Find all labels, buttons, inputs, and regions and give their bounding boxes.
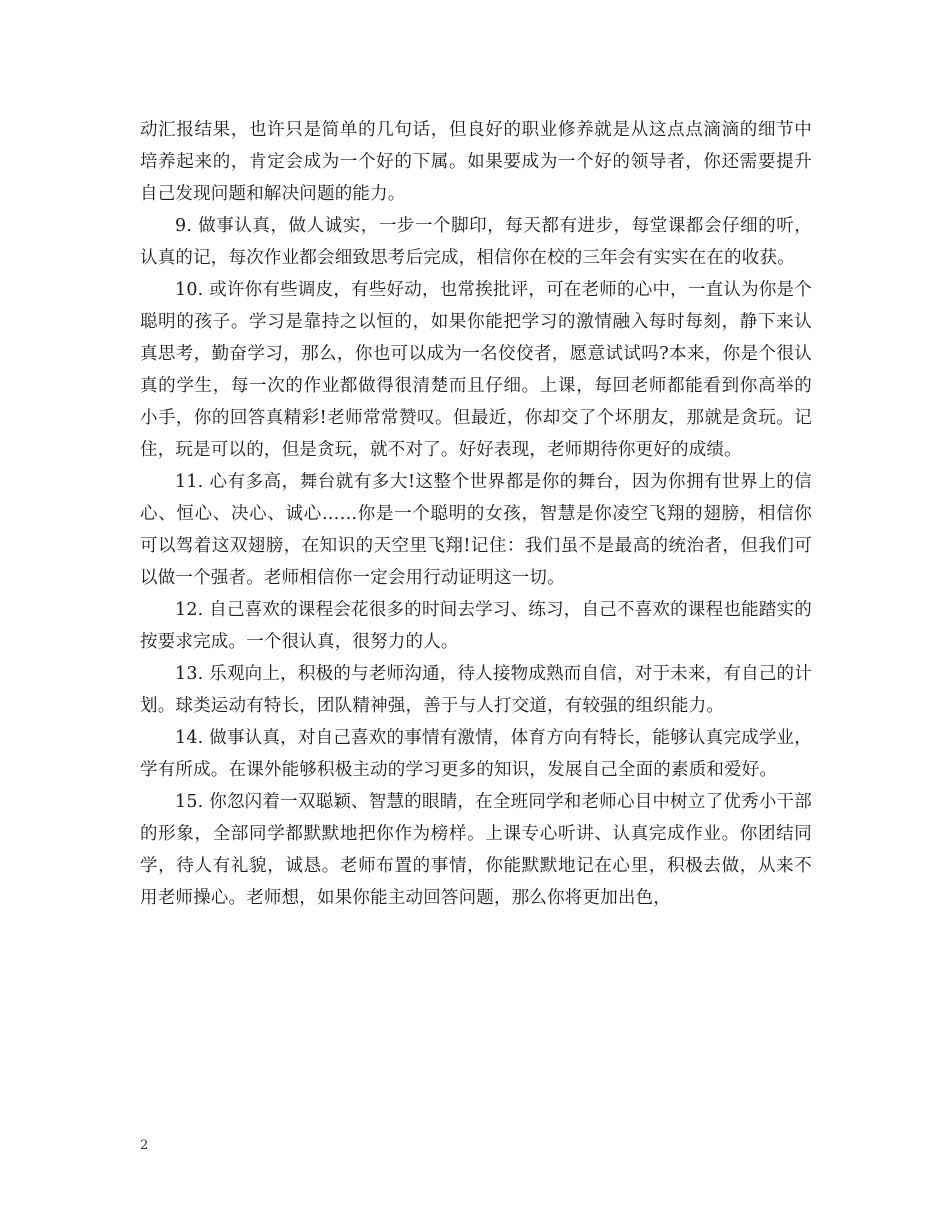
paragraph-continuation: 动汇报结果，也许只是简单的几句话，但良好的职业修养就是从这点点滴滴的细节中培养起来的，肯定会成为一个好的下属。如果要成为一个好的领导者，你还需要提升自己发现问题和解决问题的能力。 [140,120,812,204]
page-number: 2 [140,1138,149,1153]
paragraph-item-15: 15. 你忽闪着一双聪颖、智慧的眼睛，在全班同学和老师心目中树立了优秀小干部的形象，全部同学都默默地把你作为榜样。上课专心听讲、认真完成作业。你团结同学，待人有礼貌，诚恳。老师布置的事情，你能默默地记在心里，积极去做，从来不用老师操心。老师想，如果你能主动回答问题，那么你将更加出色， [140,792,812,908]
paragraph-item-12: 12. 自己喜欢的课程会花很多的时间去学习、练习，自己不喜欢的课程也能踏实的按要求完成。一个很认真，很努力的人。 [140,600,812,652]
document-body [140,114,812,914]
paragraph-item-14: 14. 做事认真，对自己喜欢的事情有激情，体育方向有特长，能够认真完成学业，学有所成。在课外能够积极主动的学习更多的知识，发展自己全面的素质和爱好。 [140,728,812,780]
paragraph-item-13: 13. 乐观向上，积极的与老师沟通，待人接物成熟而自信，对于未来，有自己的计划。球类运动有特长，团队精神强，善于与人打交道，有较强的组织能力。 [140,664,812,716]
paragraph-item-10: 10. 或许你有些调皮，有些好动，也常挨批评，可在老师的心中，一直认为你是个聪明的孩子。学习是靠持之以恒的，如果你能把学习的激情融入每时每刻，静下来认真思考，勤奋学习，那么，你也可以成为一名佼佼者，愿意试试吗?本来，你是个很认真的学生，每一次的作业都做得很清楚而且仔细。上课，每回老师都能看到你高举的小手，你的回答真精彩!老师常常赞叹。但最近，你却交了个坏朋友，那就是贪玩。记住，玩是可以的，但是贪玩，就不对了。好好表现，老师期待你更好的成绩。 [140,280,812,460]
paragraph-item-9: 9. 做事认真，做人诚实，一步一个脚印，每天都有进步，每堂课都会仔细的听，认真的记，每次作业都会细致思考后完成，相信你在校的三年会有实实在在的收获。 [140,216,812,268]
paragraph-item-11: 11. 心有多高，舞台就有多大!这整个世界都是你的舞台，因为你拥有世界上的信心、恒心、决心、诚心……你是一个聪明的女孩，智慧是你凌空飞翔的翅膀，相信你可以驾着这双翅膀，在知识的天空里飞翔!记住：我们虽不是最高的统治者，但我们可以做一个强者。老师相信你一定会用行动证明这一切。 [140,472,812,588]
